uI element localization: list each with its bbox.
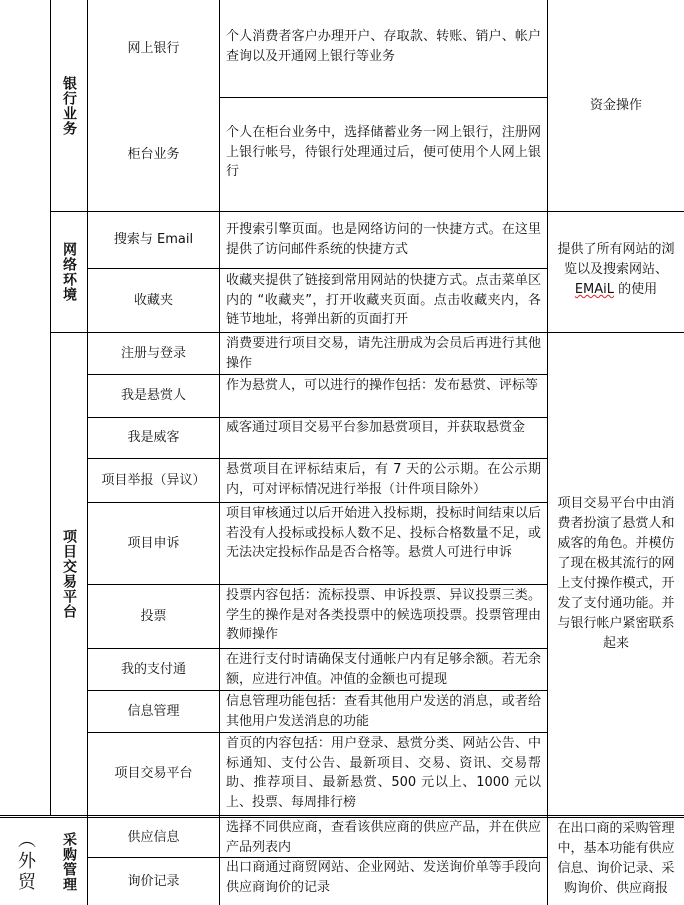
note-trade-platform: 项目交易平台中由消费者扮演了悬赏人和威客的角色。并模仿了现在极其流行的网上支付操作模式，开发了支付通功能。并与银行帐户紧密联系起来 xyxy=(557,496,675,651)
note-network-text: 提供了所有网站的浏览以及搜索网站、 xyxy=(557,242,675,277)
feature-description: 项目审核通过以后开始进入投标期，投标时间结束以后若没有人投标或投标人数不足、投标合格数量不足，或无法决定投标作品是否合格等。悬赏人可进行申诉 xyxy=(226,506,541,560)
feature-description: 威客通过项目交易平台参加悬赏项目，并获取悬赏金 xyxy=(226,420,526,435)
feature-description: 投票内容包括：流标投票、申诉投票、异议投票三类。学生的操作是对各类投票中的候选项投票。投票管理由教师操作 xyxy=(226,588,541,642)
section-procurement: 采购管理 xyxy=(61,831,77,892)
feature-description: 消费要进行项目交易，请先注册成为会员后再进行其他操作 xyxy=(226,336,541,371)
feature-description: 收藏夹提供了链接到常用网站的快捷方式。点击菜单区内的 “收藏夹”，打开收藏夹页面。点击收藏夹内，各链节地址，将弹出新的页面打开 xyxy=(226,273,541,327)
feature-description: 选择不同供应商，查看该供应商的供应产品，并在供应产品列表内 xyxy=(226,820,541,855)
note-bank: 资金操作 xyxy=(589,97,642,113)
feature-label: 项目申诉 xyxy=(127,535,180,551)
feature-description: 个人消费者客户办理开户、存取款、转账、销户、帐户查询以及开通网上银行等业务 xyxy=(226,29,541,64)
section-network: 网络环境 xyxy=(61,242,77,302)
note-network-email: EMAiL xyxy=(574,282,615,297)
feature-label: 询价记录 xyxy=(127,873,180,889)
feature-label: 投票 xyxy=(140,608,167,624)
section-trade-platform: 项目交易平台 xyxy=(61,529,77,619)
note-network xyxy=(548,212,684,332)
rule-h xyxy=(0,815,684,816)
feature-description: 开搜索引擎页面。也是网络访问的一快捷方式。在这里提供了访问邮件系统的快捷方式 xyxy=(226,222,541,257)
feature-description: 在进行支付时请确保支付通帐户内有足够余额。若无余额，应进行冲值。冲值的金额也可提现 xyxy=(226,652,541,687)
feature-label: 供应信息 xyxy=(127,829,180,845)
feature-label: 收藏夹 xyxy=(133,292,173,308)
feature-description: 作为悬赏人，可以进行的操作包括：发布悬赏、评标等 xyxy=(226,378,539,393)
section-foreign-trade: （外贸 xyxy=(15,830,36,893)
feature-label: 项目交易平台 xyxy=(114,766,193,782)
feature-description: 个人在柜台业务中，选择储蓄业务一网上银行，注册网上银行帐号，待银行处理通过后，便可使用个人网上银行 xyxy=(226,125,541,179)
feature-label: 项目举报（异议） xyxy=(101,472,206,488)
feature-label: 信息管理 xyxy=(127,703,180,719)
feature-label: 我是威客 xyxy=(127,430,180,446)
note-procurement: 在出口商的采购管理中，基本功能有供应信息、询价记录、采购询价、供应商报 xyxy=(557,821,675,896)
feature-description: 出口商通过商贸网站、企业网站、发送询价单等手段向供应商询价的记录 xyxy=(226,860,541,895)
feature-label: 网上银行 xyxy=(127,40,180,56)
note-network-tail: 的使用 xyxy=(614,282,658,297)
feature-description: 首页的内容包括：用户登录、悬赏分类、网站公告、中标通知、支付公告、最新项目、交易、资讯、交易帮助、推荐项目、最新悬赏、500 元以上、1000 元以上、投票、每周排行榜 xyxy=(226,736,541,810)
feature-label: 我是悬赏人 xyxy=(120,388,186,404)
feature-label: 注册与登录 xyxy=(120,345,186,361)
feature-description: 悬赏项目在评标结束后，有 7 天的公示期。在公示期内，可对评标情况进行举报（计件项目除外） xyxy=(226,462,541,497)
feature-label: 搜索与 Email xyxy=(113,232,194,248)
section-bank: 银行业务 xyxy=(61,75,77,136)
feature-label: 我的支付通 xyxy=(120,661,186,677)
feature-description: 信息管理功能包括：查看其他用户发送的消息，或者给其他用户发送消息的功能 xyxy=(226,694,541,729)
feature-label: 柜台业务 xyxy=(127,146,180,162)
